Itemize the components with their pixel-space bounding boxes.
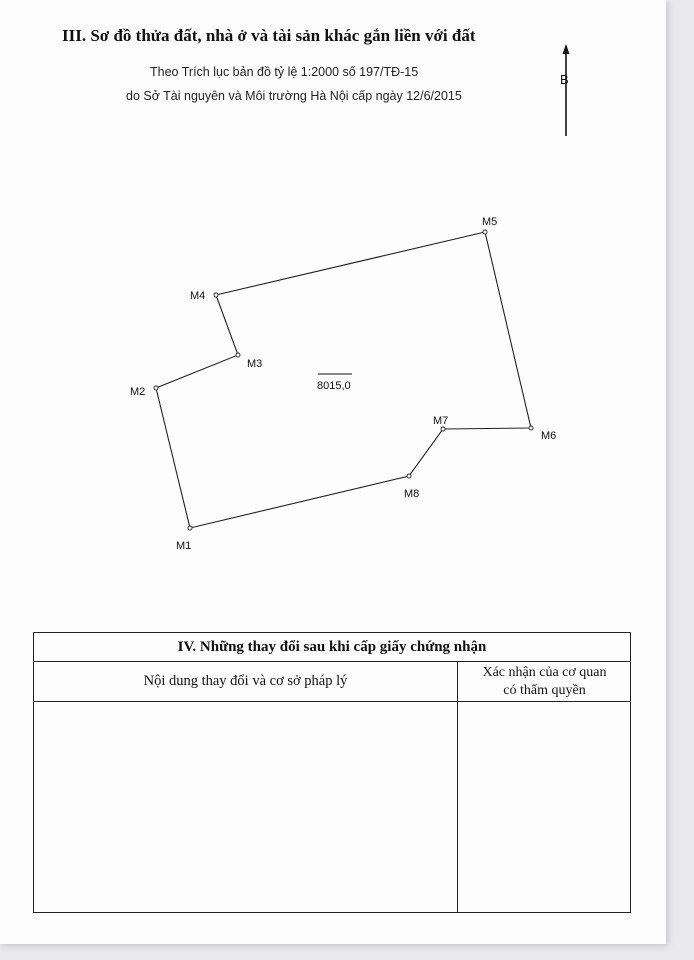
- north-label: B: [560, 72, 569, 87]
- map-source-line-2: do Sở Tài nguyên và Môi trường Hà Nội cấp ngày 12/6/2015: [126, 89, 462, 103]
- header-divider: [34, 701, 630, 702]
- marker-point-m7: [441, 427, 445, 431]
- marker-label-m2: M2: [130, 386, 146, 398]
- marker-label-m6: M6: [541, 430, 557, 442]
- map-source-line-1: Theo Trích lục bản đồ tỷ lệ 1:2000 số 197/TĐ-15: [150, 65, 419, 79]
- changes-content-header: Nội dung thay đổi và cơ sở pháp lý: [143, 673, 348, 689]
- marker-label-m3: M3: [247, 358, 263, 370]
- marker-label-m5: M5: [482, 216, 498, 228]
- marker-label-m7: M7: [433, 415, 449, 427]
- marker-point-m5: [483, 230, 487, 234]
- section-iii-title: III. Sơ đồ thửa đất, nhà ở và tài sản khác gắn liền với đất: [62, 26, 476, 45]
- marker-point-m6: [529, 426, 533, 430]
- marker-point-m1: [188, 526, 192, 530]
- section-iv-title: IV. Những thay đổi sau khi cấp giấy chứng nhận: [34, 633, 630, 662]
- authority-header-line-2: có thẩm quyền: [503, 683, 586, 698]
- authority-confirmation-header: [457, 664, 632, 700]
- marker-label-m8: M8: [404, 488, 420, 500]
- parcel-area-label: 8015,0: [317, 380, 351, 392]
- marker-label-m4: M4: [190, 290, 206, 302]
- marker-point-m2: [154, 386, 158, 390]
- changes-table: [33, 632, 631, 913]
- column-divider: [457, 662, 458, 912]
- marker-point-m4: [214, 293, 218, 297]
- marker-point-m8: [407, 474, 411, 478]
- marker-label-m1: M1: [176, 540, 192, 552]
- marker-point-m3: [236, 353, 240, 357]
- authority-header-line-1: Xác nhận của cơ quan: [482, 665, 607, 680]
